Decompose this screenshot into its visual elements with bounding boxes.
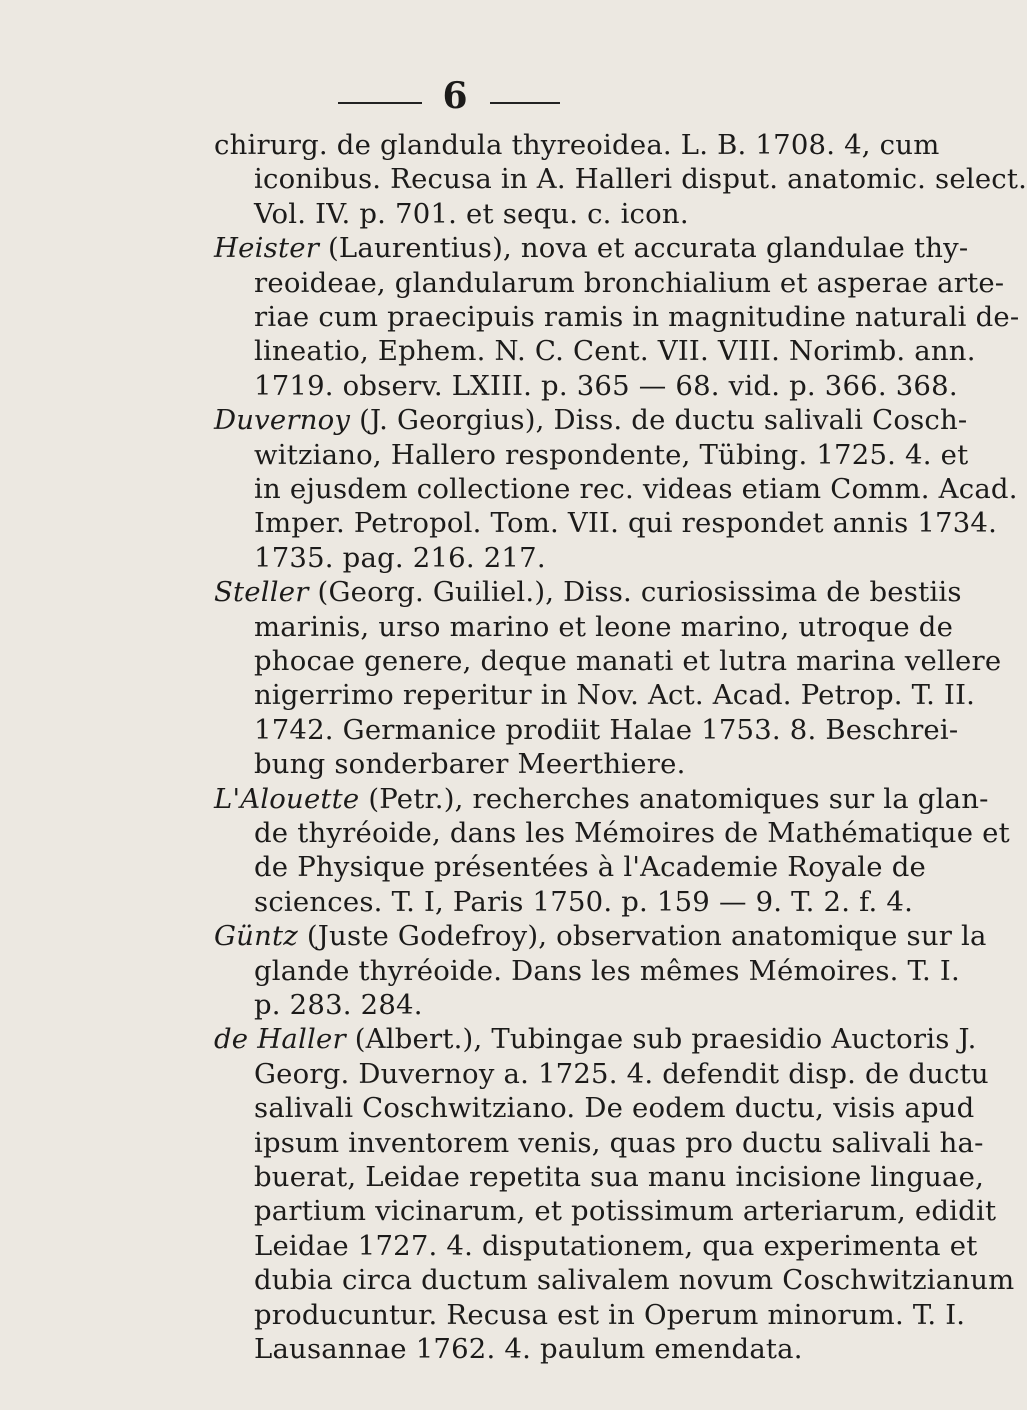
entry-line: sciences. T. I, Paris 1750. p. 159 — 9. T. 2. f. 4.	[254, 885, 914, 918]
entry-line: p. 283. 284.	[254, 989, 423, 1021]
author-name: Duvernoy	[214, 404, 351, 437]
entry-line: marinis, urso marino et leone marino, utroque de	[254, 610, 954, 643]
entry-line: Vol. IV. p. 701. et sequ. c. icon.	[254, 197, 689, 230]
author-name: Heister	[214, 232, 320, 265]
entry-text: (Albert.), Tubingae sub praesidio Auctoris J.	[345, 1023, 977, 1056]
entry-text: (Petr.), recherches anatomiques sur la glan-	[359, 782, 989, 815]
entry-text: (J. Georgius), Diss. de ductu salivali Cosch-	[350, 404, 968, 437]
entry-line: riae cum praecipuis ramis in magnitudine naturali de-	[254, 301, 1020, 333]
entry-text: (Georg. Guiliel.), Diss. curiosissima de bestiis	[308, 576, 962, 609]
entry-first-line	[214, 403, 967, 437]
entry-text: (Juste Godefroy), observation anatomique sur la	[297, 920, 987, 953]
entry-line: partium vicinarum, et potissimum arteriarum, edidit	[254, 1195, 997, 1228]
author-name: de Haller	[214, 1023, 346, 1056]
entry-line: lineatio, Ephem. N. C. Cent. VII. VIII. Norimb. ann.	[254, 335, 976, 368]
entry-line: ipsum inventorem venis, quas pro ductu salivali ha-	[254, 1126, 984, 1159]
author-name: L'Alouette	[214, 782, 360, 815]
header-rule-right	[490, 102, 560, 104]
entry-line: witziano, Hallero respondente, Tübing. 1725. 4. et	[254, 438, 969, 471]
entry-line: nigerrimo reperitur in Nov. Act. Acad. Petrop. T. II.	[254, 679, 976, 712]
entry-first-line	[214, 782, 989, 816]
entry-line: producuntur. Recusa est in Operum minorum. T. I.	[254, 1298, 966, 1331]
entry-first-line	[214, 231, 968, 265]
entry-line: bung sonderbarer Meerthiere.	[254, 748, 686, 781]
entry-line: 1742. Germanice prodiit Halae 1753. 8. Beschrei-	[254, 713, 959, 746]
entry-line: buerat, Leidae repetita sua manu incisione linguae,	[254, 1161, 985, 1193]
entry-line: Lausannae 1762. 4. paulum emendata.	[254, 1333, 803, 1365]
entry-line: Leidae 1727. 4. disputationem, qua experimenta et	[254, 1229, 978, 1262]
entry-first-line	[214, 575, 962, 609]
entry-line: Imper. Petropol. Tom. VII. qui respondet annis 1734.	[254, 507, 998, 540]
entry-first-line	[214, 919, 987, 953]
entry-line: in ejusdem collectione rec. videas etiam Comm. Acad.	[254, 473, 1018, 505]
entry-line: glande thyréoide. Dans les mêmes Mémoires. T. I.	[254, 954, 960, 987]
entry-first-line	[214, 1022, 977, 1056]
author-name: Steller	[214, 576, 309, 609]
author-name: Güntz	[214, 920, 298, 953]
entry-line: 1735. pag. 216. 217.	[254, 541, 546, 574]
entry-line: de thyréoide, dans les Mémoires de Mathématique et	[254, 817, 1010, 849]
entry-line: Georg. Duvernoy a. 1725. 4. defendit disp. de ductu	[254, 1057, 989, 1090]
entry-line: reoideae, glandularum bronchialium et asperae arte-	[254, 266, 1005, 299]
entry-line: phocae genere, deque manati et lutra marina vellere	[254, 645, 1002, 677]
header-rule-left	[338, 102, 422, 104]
entry-text: (Laurentius), nova et accurata glandulae thy-	[319, 232, 969, 265]
entry-line: 1719. observ. LXIII. p. 365 — 68. vid. p. 366. 368.	[254, 369, 958, 402]
entry-line: salivali Coschwitziano. De eodem ductu, visis apud	[254, 1092, 975, 1125]
entry-line: iconibus. Recusa in A. Halleri disput. anatomic. select.	[254, 163, 1027, 196]
entry-line: dubia circa ductum salivalem novum Coschwitzianum	[254, 1264, 1015, 1297]
page-number: 6	[442, 75, 468, 117]
entry-line: de Physique présentées à l'Academie Royale de	[254, 851, 926, 884]
entry-line: chirurg. de glandula thyreoidea. L. B. 1708. 4, cum	[214, 129, 940, 161]
